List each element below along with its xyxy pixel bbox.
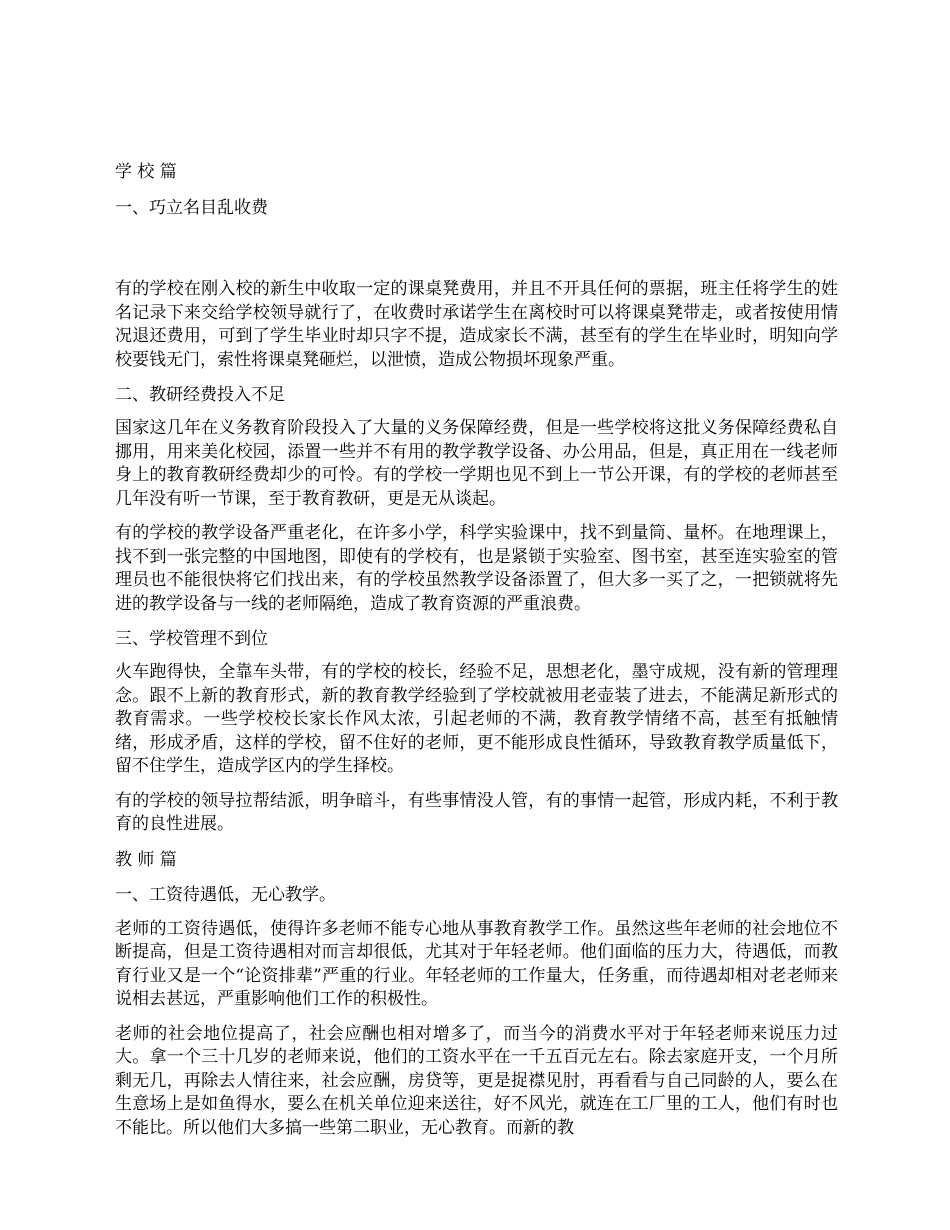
paragraph-salary: 老师的工资待遇低，使得许多老师不能专心地从事教育教学工作。虽然这些年老师的社会地位不断提高，但是工资待遇相对而言却很低，尤其对于年轻老师。他们面临的压力大，待遇低，而教育行业又是一个“论资排辈”严重的行业。年轻老师的工作量大，任务重，而待遇却相对老老师来说相去甚远，严重影响他们工作的积极性。 <box>115 918 838 1009</box>
heading-fees: 一、巧立名目乱收费 <box>115 198 268 218</box>
heading-management: 三、学校管理不到位 <box>115 629 268 649</box>
section-title-school: 学 校 篇 <box>115 162 177 182</box>
paragraph-funding-misuse: 国家这几年在义务教育阶段投入了大量的义务保障经费，但是一些学校将这批义务保障经费私自挪用，用来美化校园，添置一些并不有用的教学教学设备、办公用品，但是，真正用在一线老师身上的教育教研经费却少的可怜。有的学校一学期也见不到上一节公开课，有的学校的老师甚至几年没有听一节课，至于教育教研，更是无从谈起。 <box>115 418 838 509</box>
heading-salary: 一、工资待遇低，无心教学。 <box>115 884 336 905</box>
paragraph-equipment: 有的学校的教学设备严重老化，在许多小学，科学实验课中，找不到量筒、量杯。在地理课上，找不到一张完整的中国地图，即使有的学校有，也是紧锁于实验室、图书室，甚至连实验室的管理员也不能很快将它们找出来，有的学校虽然教学设备添置了，但大多一买了之，一把锁就将先进的教学设备与一线的老师隔绝，造成了教育资源的严重浪费。 <box>115 523 838 614</box>
document-body <box>115 160 838 1140</box>
section-title-teacher: 教 师 篇 <box>115 849 177 870</box>
paragraph-leadership: 有的学校的领导拉帮结派，明争暗斗，有些事情没人管，有的事情一起管，形成内耗，不利于教育的良性进展。 <box>115 790 838 834</box>
paragraph-principal: 火车跑得快，全靠车头带，有的学校的校长，经验不足，思想老化，墨守成规，没有新的管理理念。跟不上新的教育形式，新的教育教学经验到了学校就被用老壶装了进去，不能满足新形式的教育需求。一些学校校长家长作风太浓，引起老师的不满，教育教学情绪不高，甚至有抵触情绪，形成矛盾，这样的学校，留不住好的老师，更不能形成良性循环，导致教育教学质量低下，留不住学生，造成学区内的学生择校。 <box>115 662 838 776</box>
paragraph-fees: 有的学校在刚入校的新生中收取一定的课桌凳费用，并且不开具任何的票据，班主任将学生的姓名记录下来交给学校领导就行了，在收费时承诺学生在离校时可以将课桌凳带走，或者按使用情况退还费用，可到了学生毕业时却只字不提，造成家长不满，甚至有的学生在毕业时，明知向学校要钱无门，索性将课桌凳砸烂，以泄愤，造成公物损坏现象严重。 <box>115 279 838 370</box>
paragraph-social-pressure: 老师的社会地位提高了，社会应酬也相对增多了，而当今的消费水平对于年轻老师来说压力过大。拿一个三十几岁的老师来说，他们的工资水平在一千五百元左右。除去家庭开支，一个月所剩无几，再除去人情往来，社会应酬，房贷等，更是捉襟见肘，再看看与自己同龄的人，要么在生意场上是如鱼得水，要么在机关单位迎来送往，好不风光，就连在工厂里的工人，他们有时也不能比。所以他们大多搞一些第二职业，无心教育。而新的教 <box>115 1023 838 1138</box>
heading-research-funding: 二、教研经费投入不足 <box>115 385 285 405</box>
